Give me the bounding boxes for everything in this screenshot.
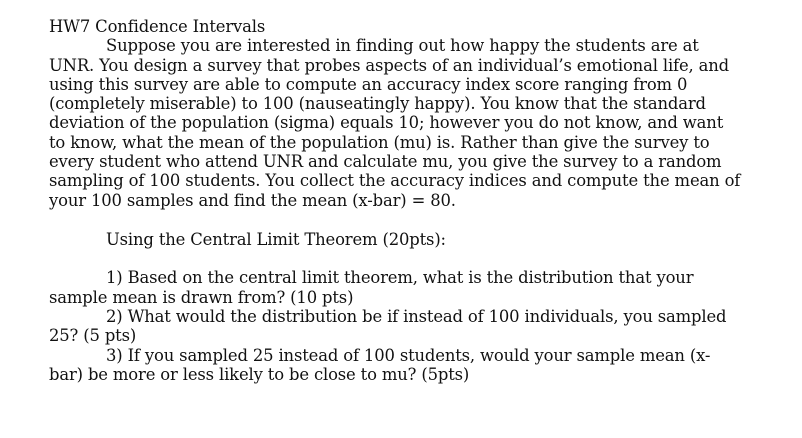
intro-line: to know, what the mean of the population (mu) is. Rather than give the survey to [49,132,710,152]
question-line: 2) What would the distribution be if instead of 100 individuals, you sampled [106,307,727,327]
spacer [49,210,749,230]
intro-line: UNR. You design a survey that probes aspects of an individual’s emotional life, and [49,55,729,75]
document-title: HW7 Confidence Intervals [49,17,266,36]
homework-document [49,17,749,384]
spacer [49,249,749,269]
question-2 [49,307,749,346]
question-line: sample mean is drawn from? (10 pts) [49,287,354,307]
section-heading: Using the Central Limit Theorem (20pts): [106,229,446,249]
intro-line: using this survey are able to compute an accuracy index score ranging from 0 [49,74,688,94]
question-3 [49,346,749,385]
intro-line: sampling of 100 students. You collect the accuracy indices and compute the mean of [49,171,741,191]
intro-paragraph [49,36,749,210]
question-1 [49,268,749,307]
intro-line: (completely miserable) to 100 (nauseatingly happy). You know that the standard [49,94,706,114]
question-line: 3) If you sampled 25 instead of 100 students, would your sample mean (x- [106,345,711,365]
question-line: bar) be more or less likely to be close to mu? (5pts) [49,364,470,384]
question-line: 25? (5 pts) [49,326,137,346]
question-line: 1) Based on the central limit theorem, what is the distribution that your [106,268,694,288]
intro-line: Suppose you are interested in finding out how happy the students are at [106,36,699,56]
intro-line: every student who attend UNR and calculate mu, you give the survey to a random [49,152,722,172]
intro-line: deviation of the population (sigma) equals 10; however you do not know, and want [49,113,724,133]
intro-line: your 100 samples and find the mean (x-bar) = 80. [49,190,456,210]
